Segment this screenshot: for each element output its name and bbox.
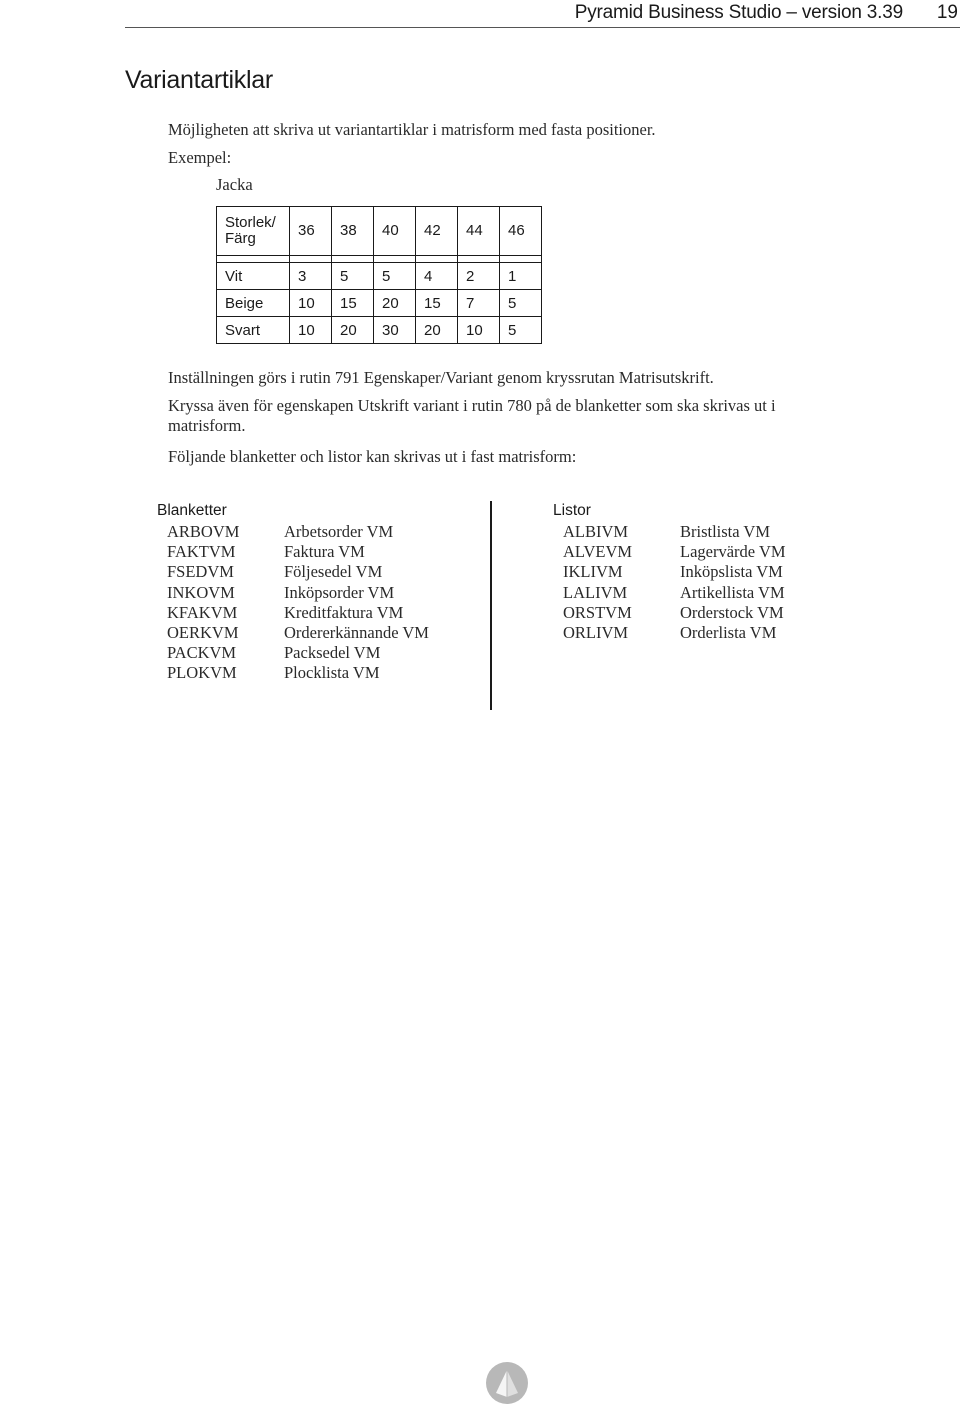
item-code: FSEDVM [167, 562, 234, 582]
matrix-cell: 20 [416, 317, 458, 344]
matrix-cell: 5 [500, 290, 542, 317]
matrix-cell: 10 [458, 317, 500, 344]
item-name: Följesedel VM [284, 562, 383, 582]
item-name: Inköpslista VM [680, 562, 783, 582]
corner-label-line2: Färg [225, 230, 256, 247]
item-name: Ordererkännande VM [284, 622, 429, 642]
item-code: IKLIVM [563, 562, 623, 582]
list-item [563, 583, 786, 603]
item-name: Bristlista VM [680, 522, 771, 541]
matrix-cell: 30 [374, 317, 416, 344]
list-item [563, 522, 786, 542]
matrix-cell: 7 [458, 290, 500, 317]
list-item [167, 603, 429, 623]
matrix-row-svart [217, 317, 542, 344]
matrix-cell: 20 [374, 290, 416, 317]
item-name: Plocklista VM [284, 663, 380, 683]
matrix-cell: 15 [416, 290, 458, 317]
list-item [167, 583, 429, 603]
list-item [563, 623, 786, 643]
matrix-cell: 10 [290, 317, 332, 344]
item-name: Orderstock VM [680, 602, 784, 622]
color-label: Beige [217, 290, 290, 317]
settings-paragraph-3: Följande blanketter och listor kan skrivas ut i fast matrisform: [168, 447, 577, 466]
list-item [167, 522, 429, 542]
list-item [563, 542, 786, 562]
size-header: 46 [500, 207, 542, 256]
running-header [0, 0, 960, 28]
size-header: 38 [332, 207, 374, 256]
matrix-cell: 5 [500, 317, 542, 344]
list-item [167, 562, 429, 582]
item-name: Inköpsorder VM [284, 582, 395, 602]
example-label: Exempel: [168, 148, 232, 167]
list-item [563, 603, 786, 623]
column-divider [490, 501, 492, 710]
item-code: ALVEVM [563, 542, 633, 562]
listor-list [563, 522, 786, 643]
matrix-cell: 15 [332, 290, 374, 317]
header-title: Pyramid Business Studio – version 3.39 [574, 2, 903, 23]
intro-paragraph: Möjligheten att skriva ut variantartiklar i matrisform med fasta positioner. [168, 120, 656, 139]
matrix-cell: 3 [290, 263, 332, 290]
item-name: Lagervärde VM [680, 542, 786, 562]
pyramid-logo-icon [486, 1362, 528, 1404]
item-code: KFAKVM [167, 602, 238, 622]
matrix-row-vit [217, 263, 542, 290]
matrix-cell: 2 [458, 263, 500, 290]
item-name: Artikellista VM [680, 582, 785, 602]
item-name: Packsedel VM [284, 643, 381, 663]
item-name: Arbetsorder VM [284, 522, 394, 541]
list-item [167, 643, 429, 663]
matrix-cell: 20 [332, 317, 374, 344]
matrix-corner-cell [217, 207, 290, 256]
header-rule [125, 27, 960, 28]
list-item [563, 562, 786, 582]
settings-paragraph-1: Inställningen görs i rutin 791 Egenskaper/Variant genom kryssrutan Matrisutskrift. [168, 368, 714, 387]
page-number: 19 [936, 2, 958, 23]
matrix-caption: Jacka [216, 175, 253, 194]
item-code: OERKVM [167, 622, 239, 642]
matrix-row-beige [217, 290, 542, 317]
matrix-cell: 10 [290, 290, 332, 317]
matrix-header-row [217, 207, 542, 256]
item-code: ARBOVM [167, 522, 240, 541]
item-code: PLOKVM [167, 663, 237, 683]
item-code: INKOVM [167, 582, 235, 602]
item-name: Faktura VM [284, 542, 365, 562]
size-header: 36 [290, 207, 332, 256]
item-code: ORLIVM [563, 622, 629, 642]
item-code: ALBIVM [563, 522, 629, 541]
matrix-cell: 5 [374, 263, 416, 290]
list-item [167, 542, 429, 562]
color-label: Svart [217, 317, 290, 344]
item-code: ORSTVM [563, 602, 632, 622]
color-label: Vit [217, 263, 290, 290]
blanketter-list [167, 522, 429, 684]
variant-matrix-table [216, 206, 542, 344]
matrix-gap-row [217, 256, 542, 263]
blanketter-heading: Blanketter [157, 502, 227, 519]
item-code: PACKVM [167, 643, 237, 663]
size-header: 44 [458, 207, 500, 256]
listor-heading: Listor [553, 502, 591, 519]
matrix-cell: 4 [416, 263, 458, 290]
matrix-cell: 5 [332, 263, 374, 290]
section-title: Variantartiklar [125, 66, 273, 94]
item-code: FAKTVM [167, 542, 236, 562]
list-item [167, 663, 429, 683]
item-code: LALIVM [563, 582, 628, 602]
size-header: 42 [416, 207, 458, 256]
list-item [167, 623, 429, 643]
item-name: Orderlista VM [680, 622, 777, 642]
size-header: 40 [374, 207, 416, 256]
settings-paragraph-2: Kryssa även för egenskapen Utskrift variant i rutin 780 på de blanketter som ska skrivas ut i matrisform. [168, 396, 776, 435]
corner-label-line1: Storlek/ [225, 214, 276, 231]
matrix-cell: 1 [500, 263, 542, 290]
item-name: Kreditfaktura VM [284, 602, 404, 622]
